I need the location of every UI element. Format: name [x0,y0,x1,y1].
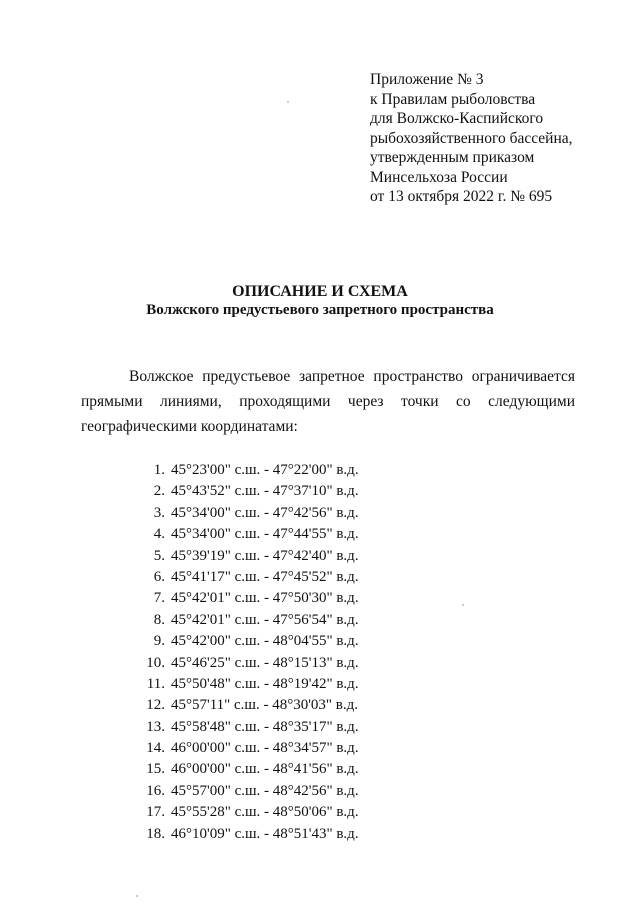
scan-speck [462,604,464,606]
coordinate-item [137,674,359,695]
point-coordinates: 45°34'00" с.ш. - 47°44'55" в.д. [171,526,359,543]
document-subtitle: Волжского предустьевого запретного пространства [146,302,494,318]
coordinate-item [137,717,359,738]
point-number: 7. [153,590,165,607]
coordinate-list [137,460,359,845]
point-coordinates: 45°46'25" с.ш. - 48°15'13" в.д. [171,654,359,671]
annex-line: к Правилам рыболовства [370,90,536,108]
coordinate-item [137,460,359,481]
annex-line: Приложение № 3 [370,71,484,88]
point-coordinates: 45°58'48" с.ш. - 48°35'17" в.д. [171,718,359,735]
point-coordinates: 45°41'17" с.ш. - 47°45'52" в.д. [171,568,359,585]
point-coordinates: 45°34'00" с.ш. - 47°42'56" в.д. [171,504,359,521]
point-number: 17. [146,804,165,821]
point-number: 1. [153,462,165,478]
point-coordinates: 45°57'00" с.ш. - 48°42'56" в.д. [171,782,359,799]
point-number: 6. [153,568,165,585]
point-number: 10. [146,654,165,671]
coordinate-item [137,567,359,588]
annex-header [370,70,610,207]
coordinate-item [137,610,359,631]
point-coordinates: 45°43'52" с.ш. - 47°37'10" в.д. [171,483,359,500]
point-coordinates: 45°42'00" с.ш. - 48°04'55" в.д. [171,633,359,650]
point-coordinates: 46°00'00" с.ш. - 48°34'57" в.д. [171,740,359,757]
point-number: 13. [146,718,165,735]
annex-line: рыбохозяйственного бассейна, [370,129,573,147]
coordinate-item [137,759,359,780]
point-number: 4. [153,526,165,543]
point-number: 9. [153,633,165,650]
point-number: 14. [146,740,165,757]
point-number: 18. [146,825,165,842]
scan-speck [287,101,289,103]
point-number: 11. [146,675,165,692]
annex-line: утвержденным приказом [370,149,535,166]
point-number: 3. [153,504,165,521]
point-number: 8. [153,611,165,628]
coordinate-item [137,781,359,802]
coordinate-item [137,653,359,674]
scan-speck [136,895,138,897]
point-coordinates: 45°39'19" с.ш. - 47°42'40" в.д. [171,547,359,564]
point-coordinates: 46°10'09" с.ш. - 48°51'43" в.д. [171,825,359,842]
coordinate-item [137,481,359,502]
coordinate-item [137,546,359,567]
point-coordinates: 45°42'01" с.ш. - 47°56'54" в.д. [171,611,359,628]
point-coordinates: 45°50'48" с.ш. - 48°19'42" в.д. [171,675,359,692]
point-number: 5. [153,547,165,564]
coordinate-item [137,738,359,759]
point-number: 16. [146,782,165,799]
point-coordinates: 45°42'01" с.ш. - 47°50'30" в.д. [171,590,359,607]
point-coordinates: 45°57'11" с.ш. - 48°30'03" в.д. [171,697,359,714]
point-coordinates: 46°00'00" с.ш. - 48°41'56" в.д. [171,761,359,778]
point-number: 15. [146,761,165,778]
point-number: 12. [146,697,165,714]
coordinate-item [137,695,359,716]
description-paragraph: Волжское предустьевое запретное пространство ограничивается прямыми линиями, проходящими через точки со следующими географическими координатами: [81,367,575,435]
point-coordinates: 45°23'00" с.ш. - 47°22'00" в.д. [171,462,359,478]
coordinate-item [137,631,359,652]
document-title: ОПИСАНИЕ И СХЕМА [232,283,408,300]
annex-line: для Волжско-Каспийского [370,110,544,127]
coordinate-item [137,802,359,823]
annex-line: от 13 октября 2022 г. № 695 [370,188,553,205]
coordinate-item [137,588,359,609]
coordinate-item [137,524,359,545]
coordinate-item [137,503,359,524]
coordinate-item [137,824,359,845]
point-number: 2. [153,483,165,500]
point-coordinates: 45°55'28" с.ш. - 48°50'06" в.д. [171,804,359,821]
annex-line: Минсельхоза России [370,168,508,186]
